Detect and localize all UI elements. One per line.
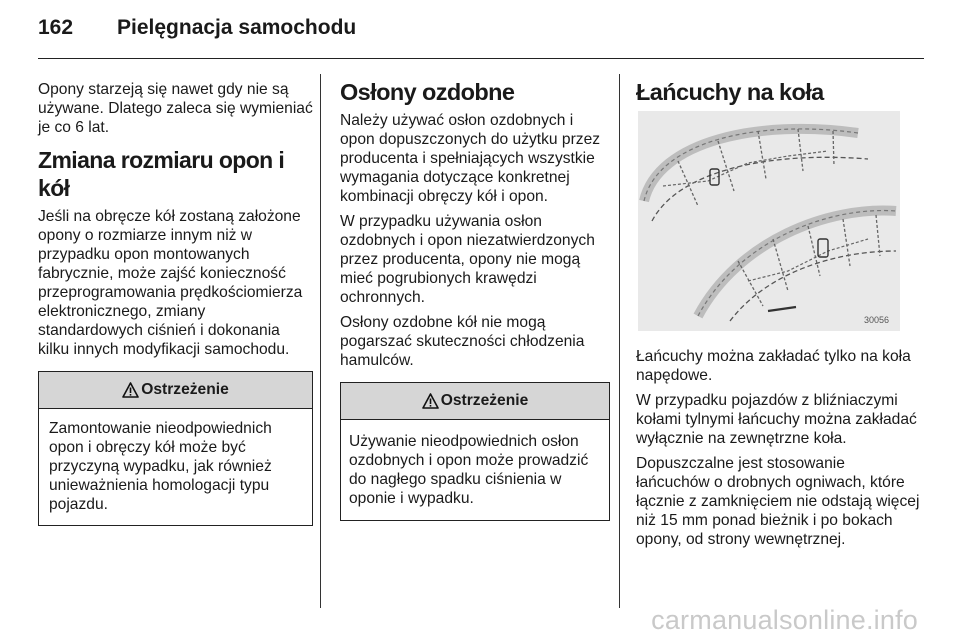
warning-title: Ostrzeżenie (141, 381, 229, 398)
warning-box-tire-size (38, 371, 313, 526)
snow-chains-illustration (638, 111, 900, 331)
wheel-covers-paragraph-2: W przypadku używania osłon ozdobnych i opon niezatwierdzonych przez producenta, opony nie mogą mieć pogrubionych krawędzi ochronnych. (340, 213, 595, 306)
tire-size-paragraph: Jeśli na obręcze kół zostaną założone opony o rozmiarze innym niż w przypadku opon montowanych fabrycznie, może zajść konieczność przeprogramowania prędkościomierza elektronicznego, zmiany standardowych ciśnień i dokonania kilku innych modyfikacji samochodu. (38, 208, 303, 358)
column-1 (38, 80, 313, 526)
wheel-covers-paragraph-3: Osłony ozdobne kół nie mogą pogarszać skuteczności chłodzenia hamulców. (340, 314, 585, 369)
column-divider-2 (619, 74, 620, 608)
page-header (0, 0, 960, 60)
column-divider-1 (320, 74, 321, 608)
snow-chains-paragraph-2: W przypadku pojazdów z bliźniaczymi kołami tylnymi łańcuchy można zakładać wyłącznie na zewnętrzne koła. (636, 392, 917, 447)
column-3 (636, 80, 921, 555)
section-heading-tire-size: Zmiana rozmiaru opon i kół (38, 147, 285, 201)
page-number: 162 (38, 16, 74, 39)
warning-text: Używanie nieodpowiednich osłon ozdobnych i opon może prowadzić do nagłego spadku ciśnienia w oponie i wypadku. (349, 433, 589, 507)
warning-box-wheel-covers (340, 382, 610, 521)
column-2 (340, 80, 610, 521)
warning-text: Zamontowanie nieodpowiednich opon i obręczy kół może być przyczyną wypadku, jak również unieważnienia homologacji typu pojazdu. (49, 420, 272, 513)
snow-chains-paragraph-3: Dopuszczalne jest stosowanie łańcuchów o drobnych ogniwach, które łącznie z zamknięciem nie odstają więcej niż 15 mm ponad bieżnik i po bokach opony, od strony wewnętrznej. (636, 455, 920, 548)
wheel-covers-paragraph-1: Należy używać osłon ozdobnych i opon dopuszczonych do użytku przez producenta i spełniających wszystkie wymagania dotyczące konkretnej kombinacji obręczy kół i opon. (340, 112, 601, 205)
intro-paragraph: Opony starzeją się nawet gdy nie są używane. Dlatego zaleca się wymieniać je co 6 lat. (38, 81, 313, 136)
section-heading-wheel-covers: Osłony ozdobne (340, 79, 515, 105)
figure-code: 30056 (864, 315, 890, 325)
page-title: Pielęgnacja samochodu (117, 16, 357, 39)
section-heading-snow-chains: Łańcuchy na koła (636, 79, 824, 105)
warning-title: Ostrzeżenie (440, 392, 529, 409)
warning-icon (422, 393, 439, 409)
header-rule (38, 58, 924, 59)
snow-chains-paragraph-1: Łańcuchy można zakładać tylko na koła napędowe. (636, 348, 911, 384)
warning-header (39, 372, 312, 409)
warning-header (341, 383, 609, 420)
warning-icon (122, 382, 139, 398)
watermark: carmanualsonline.info (651, 605, 918, 635)
